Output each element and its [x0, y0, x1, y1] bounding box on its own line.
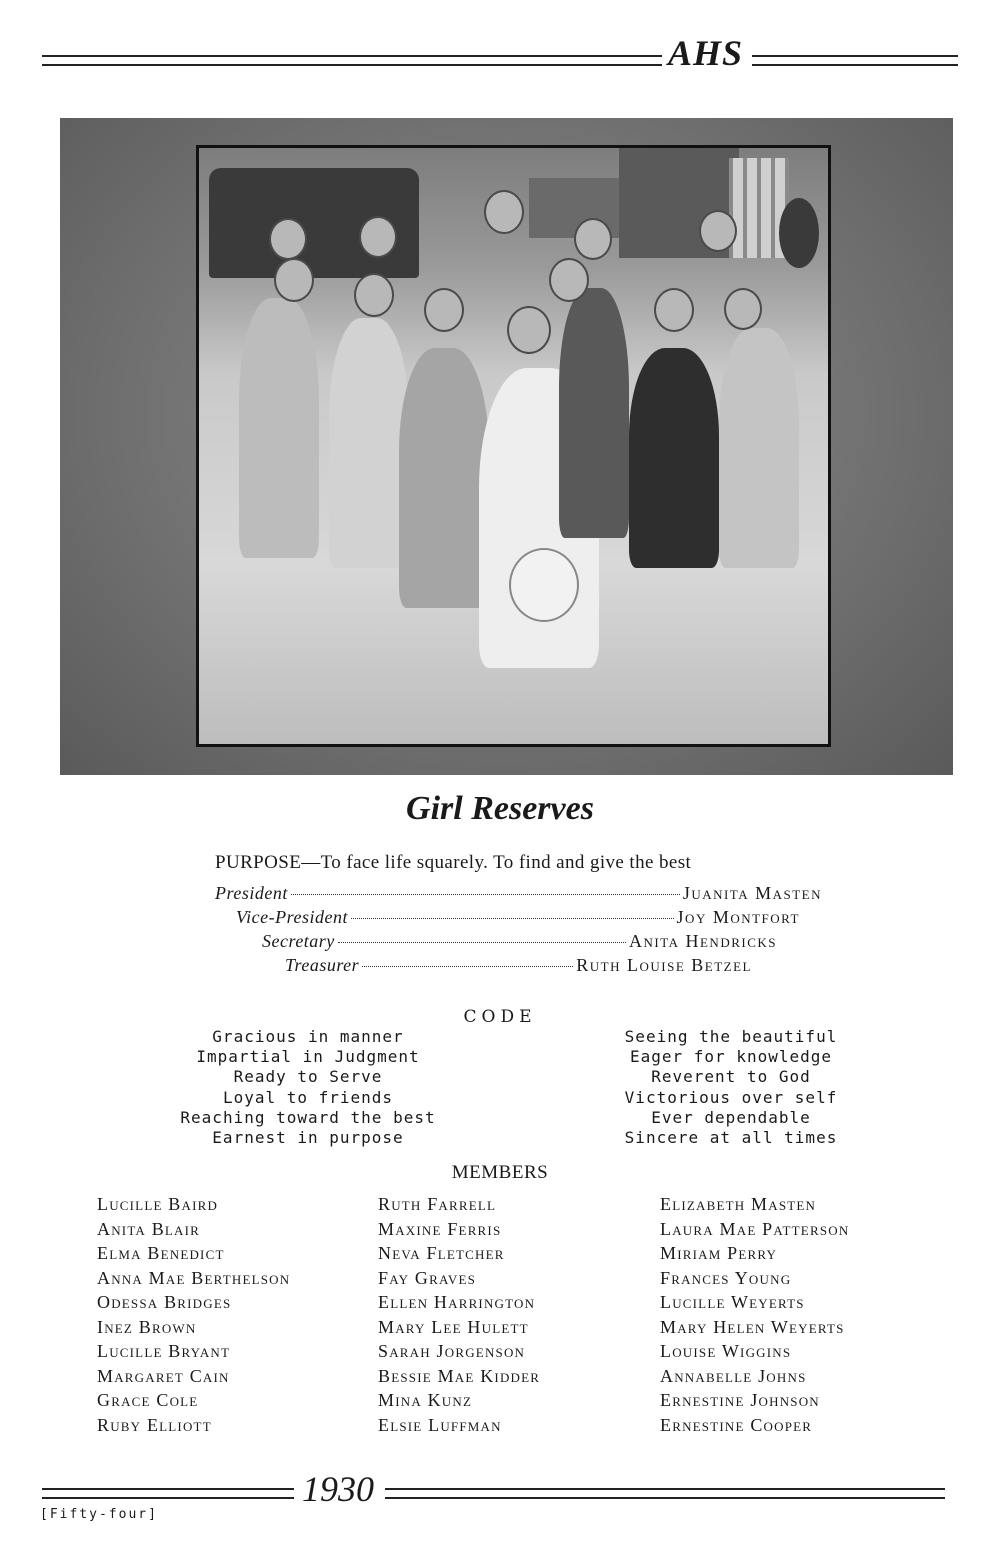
member-name: Elizabeth Masten — [660, 1194, 817, 1214]
footer-rule-left — [42, 1488, 294, 1499]
page-number: [Fifty-four] — [40, 1507, 158, 1522]
code-item: Seeing the beautiful — [624, 1027, 838, 1046]
code-item: Reaching toward the best — [180, 1107, 436, 1127]
member-name: Grace Cole — [97, 1390, 199, 1410]
leader-dots — [338, 942, 626, 943]
members-column-1 — [97, 1192, 290, 1437]
photo-figure — [329, 318, 409, 568]
photo-figure — [424, 288, 464, 332]
members-column-3 — [660, 1192, 849, 1437]
officer-role: Treasurer — [285, 955, 360, 975]
officer-role: President — [215, 883, 288, 903]
group-photo — [196, 145, 831, 747]
photo-figure — [574, 218, 612, 260]
photo-figure — [484, 190, 524, 234]
photo-wheel — [779, 198, 819, 268]
header-mark: AHS — [668, 33, 744, 73]
member-name: Mary Lee Hulett — [378, 1316, 529, 1337]
member-name: Laura Mae Patterson — [660, 1218, 850, 1239]
header-rule-left — [42, 55, 662, 66]
code-item: Reverent to God — [651, 1067, 811, 1087]
photo-figure — [559, 288, 629, 538]
purpose-statement: PURPOSE—To face life squarely. To find and give the best — [215, 852, 692, 873]
officer-name: Anita Hendricks — [628, 931, 777, 951]
member-name: Mary Helen Weyerts — [660, 1316, 845, 1337]
photo-figure — [354, 273, 394, 317]
member-name: Miriam Perry — [660, 1243, 778, 1263]
code-heading: CODE — [463, 1007, 537, 1027]
photo-figure — [359, 216, 397, 258]
members-column-2 — [378, 1192, 540, 1437]
footer-year: 1930 — [302, 1469, 374, 1509]
member-name: Maxine Ferris — [378, 1218, 502, 1239]
code-item: Ever dependable — [651, 1107, 811, 1127]
photo-figure — [399, 348, 489, 608]
photo-figure — [239, 298, 319, 558]
code-item: Ready to Serve — [233, 1067, 383, 1087]
photo-figure — [699, 210, 737, 252]
photo-figure — [654, 288, 694, 332]
photo-mount — [60, 118, 953, 775]
member-name: Odessa Bridges — [97, 1292, 232, 1312]
code-list-right — [615, 1027, 847, 1148]
member-name: Ruby Elliott — [97, 1414, 212, 1435]
member-name: Anna Mae Berthelson — [97, 1267, 291, 1288]
member-name: Lucille Weyerts — [660, 1292, 805, 1312]
photo-figure — [549, 258, 589, 302]
member-name: Sarah Jorgenson — [378, 1341, 526, 1361]
member-name: Lucille Baird — [97, 1194, 219, 1214]
code-item: Sincere at all times — [624, 1128, 838, 1148]
photo-figure — [507, 306, 551, 354]
code-item: Victorious over self — [624, 1087, 838, 1107]
leader-dots — [291, 894, 680, 895]
member-name: Ellen Harrington — [378, 1292, 536, 1312]
member-name: Neva Fletcher — [378, 1243, 505, 1263]
member-name: Fay Graves — [378, 1267, 477, 1288]
photo-figure — [274, 258, 314, 302]
member-name: Anita Blair — [97, 1218, 201, 1239]
code-item: Earnest in purpose — [212, 1128, 404, 1148]
member-name: Bessie Mae Kidder — [378, 1365, 541, 1386]
photo-hat — [509, 548, 579, 622]
officer-name: Ruth Louise Betzel — [576, 955, 752, 975]
officer-name: Juanita Masten — [682, 883, 822, 903]
photo-figure — [724, 288, 762, 330]
member-name: Elsie Luffman — [378, 1414, 502, 1435]
header-rule-right — [752, 55, 958, 66]
photo-figure — [269, 218, 307, 260]
member-name: Ernestine Johnson — [660, 1390, 820, 1410]
member-name: Ernestine Cooper — [660, 1414, 813, 1435]
code-item: Impartial in Judgment — [196, 1047, 420, 1067]
member-name: Ruth Farrell — [378, 1194, 497, 1214]
code-list-left — [170, 1027, 446, 1148]
officer-name: Joy Montfort — [676, 907, 800, 927]
officer-row — [215, 883, 822, 907]
photo-figure — [629, 348, 719, 568]
members-heading: MEMBERS — [451, 1162, 549, 1183]
member-name: Frances Young — [660, 1267, 792, 1288]
member-name: Margaret Cain — [97, 1365, 230, 1386]
photo-figure — [719, 328, 799, 568]
footer-rule-right — [385, 1488, 945, 1499]
leader-dots — [362, 966, 573, 967]
member-name: Annabelle Johns — [660, 1365, 807, 1386]
member-name: Elma Benedict — [97, 1243, 225, 1263]
code-item: Loyal to friends — [222, 1087, 394, 1107]
code-item: Eager for knowledge — [629, 1047, 833, 1067]
leader-dots — [351, 918, 674, 919]
member-name: Lucille Bryant — [97, 1341, 231, 1361]
officer-role: Vice-President — [236, 907, 348, 927]
officer-row — [285, 955, 752, 979]
member-name: Inez Brown — [97, 1316, 197, 1337]
member-name: Mina Kunz — [378, 1390, 473, 1410]
officer-role: Secretary — [262, 931, 335, 951]
officer-row — [262, 931, 777, 955]
member-name: Louise Wiggins — [660, 1341, 792, 1361]
officer-row — [236, 907, 800, 931]
code-item: Gracious in manner — [212, 1027, 404, 1046]
page-title: Girl Reserves — [406, 790, 594, 827]
